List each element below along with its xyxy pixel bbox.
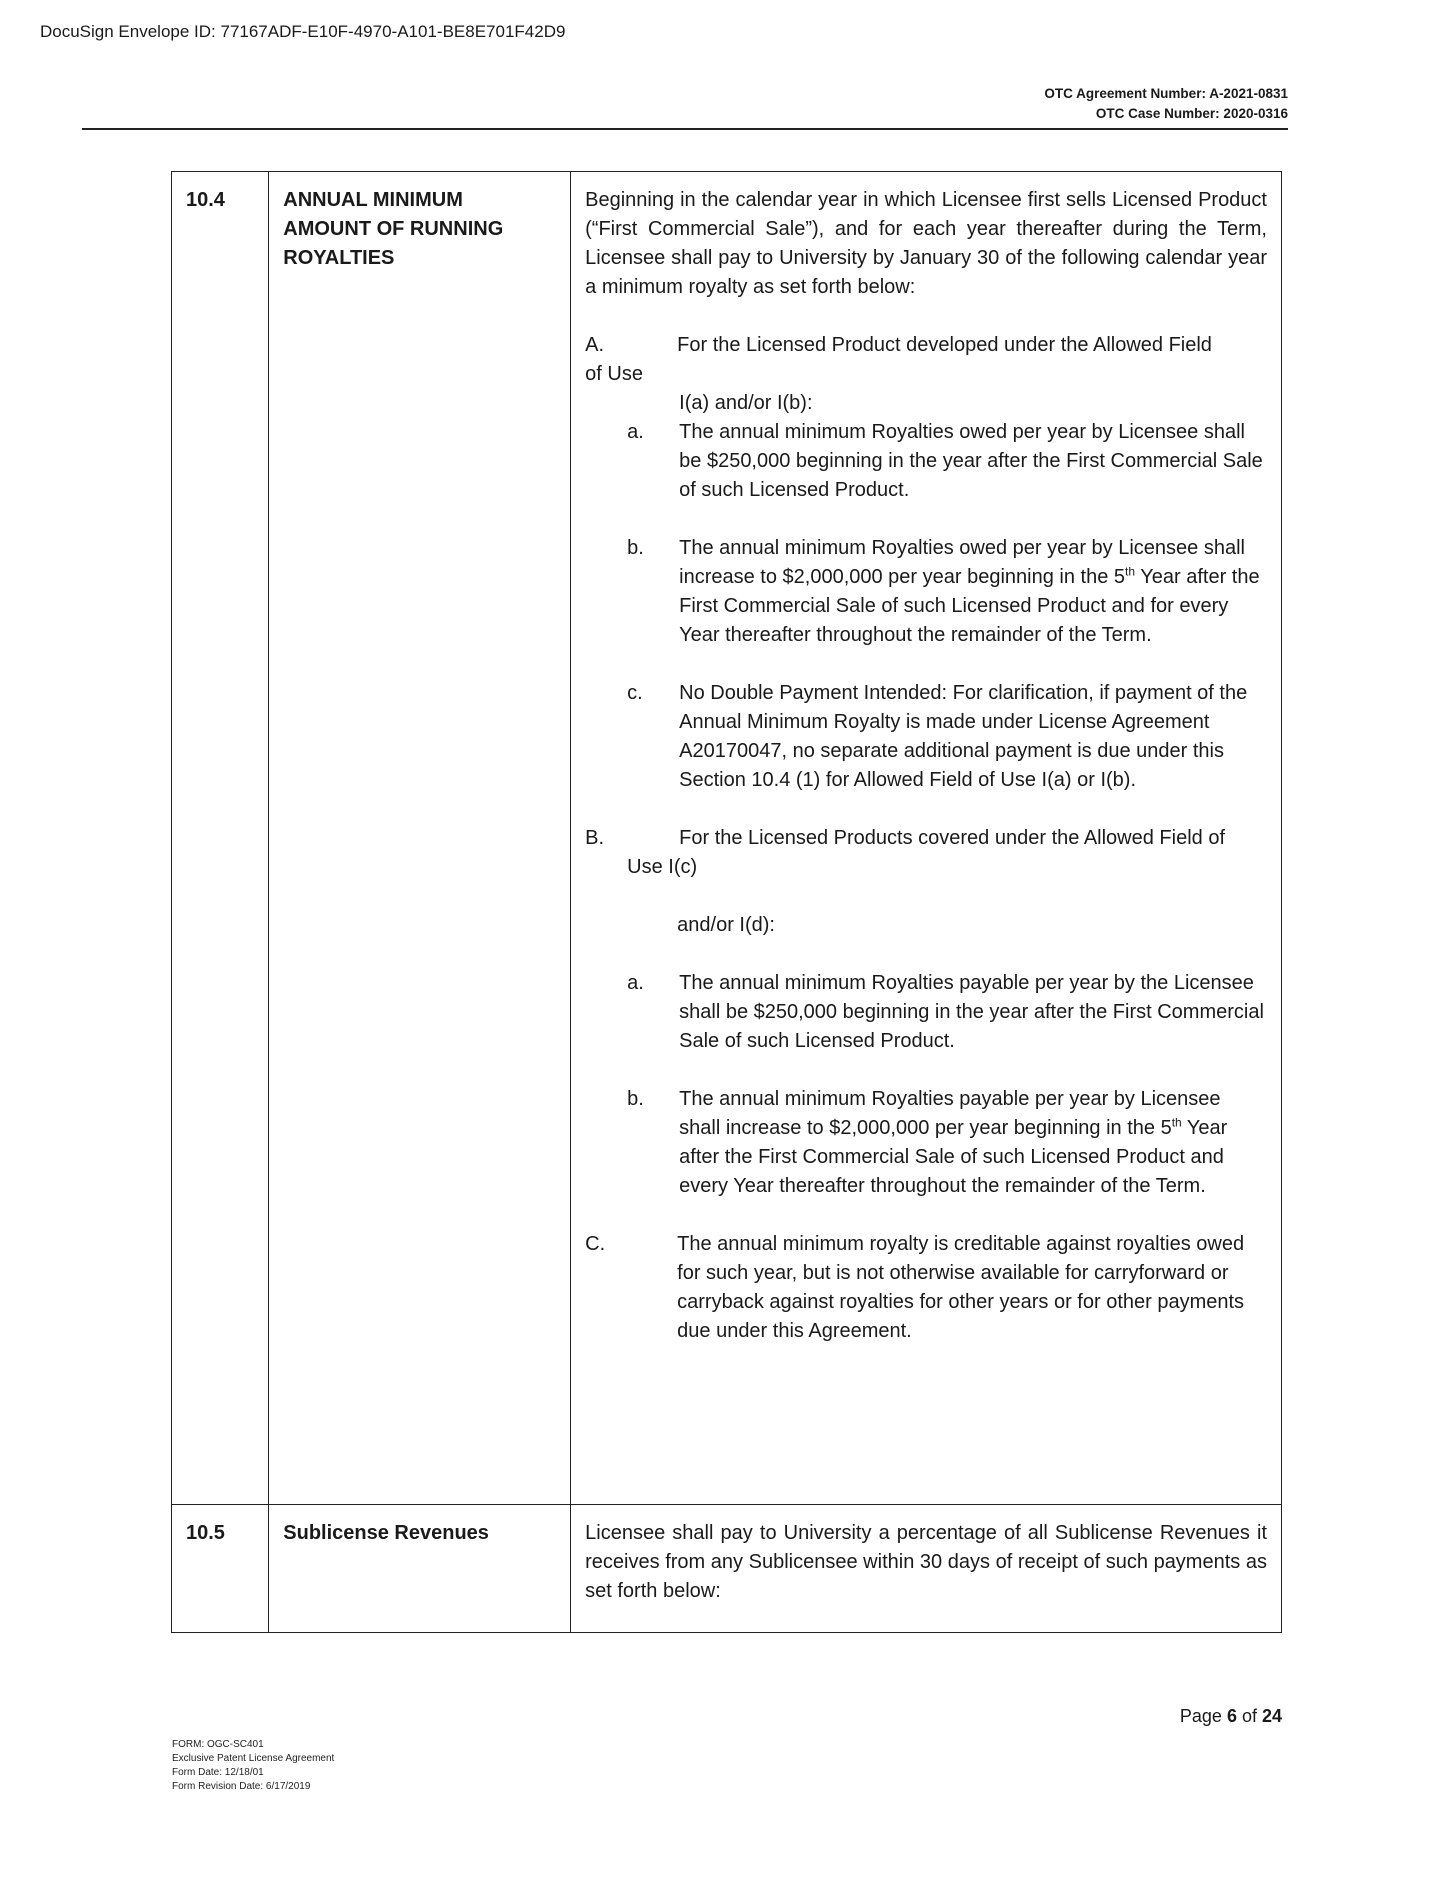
terms-table — [171, 171, 1282, 1633]
list-item: a. The annual minimum Royalties payable per year by the Licensee shall be $250,000 beginning in the year after the First Commercial Sale of such Licensed Product. — [627, 972, 1264, 1052]
list-item: b. The annual minimum Royalties owed per year by Licensee shall increase to $2,000,000 per year beginning in the 5th Year after the First Commercial Sale of such Licensed Product and for every Year thereafter throughout the remainder of the Term. — [627, 537, 1260, 646]
clause-label: A. — [585, 334, 605, 356]
docusign-envelope-id: DocuSign Envelope ID: 77167ADF-E10F-4970-A101-BE8E701F42D9 — [40, 22, 566, 41]
form-footer — [172, 1738, 334, 1794]
list-item: c. No Double Payment Intended: For clarification, if payment of the Annual Minimum Royalty is made under License Agreement A20170047, no separate additional payment is due under this Section 10.4 (1) for Allowed Field of Use I(a) or I(b). — [627, 682, 1248, 791]
section-title: Sublicense Revenues — [269, 1505, 571, 1633]
section-number: 10.5 — [172, 1505, 269, 1633]
table-row-10-5 — [172, 1505, 1282, 1633]
section-title-line: ANNUAL MINIMUM — [283, 189, 463, 211]
page-number: Page 6 of 24 — [1179, 1706, 1282, 1726]
list-item: a. The annual minimum Royalties owed per year by Licensee shall be $250,000 beginning in the year after the First Commercial Sale of such Licensed Product. — [627, 421, 1263, 501]
clause-a-heading: A. For the Licensed Product developed under the Allowed Field — [585, 331, 1267, 360]
table-row-10-4 — [172, 172, 1282, 1505]
agreement-number: OTC Agreement Number: A-2021-0831 — [1044, 86, 1288, 101]
form-revision-date: Form Revision Date: 6/17/2019 — [172, 1781, 311, 1792]
section-body: Beginning in the calendar year in which Licensee first sells Licensed Product (“First Commercial Sale”), and for each year thereafter during the Term, Licensee shall pay to University by January 30 of the following calendar year a minimum royalty as set forth below: A. For the Licensed Product developed under the Allowed Field of Use I(a) and/or I(b): a. The annual minimum Royalties owed per year by Licensee shall be $250,000 beginning in the year after the First Commercial Sale of such Licensed Product. b. The annual minimum Royalties owed per year by Licensee shall increase to $2,000,000 per year beginning in the 5th Year after the First Commercial Sale of such Licensed Product and for every Year thereafter throughout the remainder of the Term. c. No Double Payment Intended: For clarification, if payment of the Annual Minimum Royalty is made under License Agreement A20170047, no separate additional payment is due under this Section 10.4 (1) for Allowed Field of Use I(a) or I(b). B. For the Licensed Products covered under the Allowed Field of Use I(c) and/or I(d): a. The annual minimum Royalties payable per year by the Licensee shall be $250,000 beginning in the year after the First Commercial Sale of such Licensed Product. b. The annual minimum Royalties payable per year by Licensee shall increase to $2,000,000 per year beginning in the 5th Year after the First Commercial Sale of such Licensed Product and every Year thereafter throughout the remainder of the Term. C. The annual minimum royalty is creditable against royalties owed for such year, but is not otherwise available for carryforward or carryback against royalties for other years or for other payments due under this Agreement. — [571, 172, 1282, 1505]
form-id: FORM: OGC-SC401 — [172, 1739, 264, 1750]
clause-label: B. — [585, 827, 605, 849]
case-number: OTC Case Number: 2020-0316 — [1095, 106, 1288, 121]
section-title-line: ROYALTIES — [283, 247, 395, 269]
clause-b-heading: B. For the Licensed Products covered under the Allowed Field of — [585, 824, 1267, 853]
section-number: 10.4 — [172, 172, 269, 1505]
form-date: Form Date: 12/18/01 — [172, 1767, 264, 1778]
list-item: b. The annual minimum Royalties payable per year by Licensee shall increase to $2,000,000 per year beginning in the 5th Year after the First Commercial Sale of such Licensed Product and every Year thereafter throughout the remainder of the Term. — [627, 1088, 1228, 1197]
clause-label: C. — [585, 1233, 606, 1255]
section-title-line: AMOUNT OF RUNNING — [283, 218, 504, 240]
header-divider — [82, 128, 1288, 130]
clause-c: C. The annual minimum royalty is creditable against royalties owed for such year, but is not otherwise available for carryforward or carryback against royalties for other years or for other payments due under this Agreement. — [585, 1230, 1267, 1346]
form-name: Exclusive Patent License Agreement — [172, 1753, 335, 1764]
section-intro: Beginning in the calendar year in which Licensee first sells Licensed Product (“First Commercial Sale”), and for each year thereafter during the Term, Licensee shall pay to University by January 30 of the following calendar year a minimum royalty as set forth below: — [585, 189, 1267, 298]
agreement-header — [1044, 84, 1288, 124]
section-body: Licensee shall pay to University a percentage of all Sublicense Revenues it receives from any Sublicensee within 30 days of receipt of such payments as set forth below: — [571, 1505, 1282, 1633]
section-title — [269, 172, 571, 1505]
